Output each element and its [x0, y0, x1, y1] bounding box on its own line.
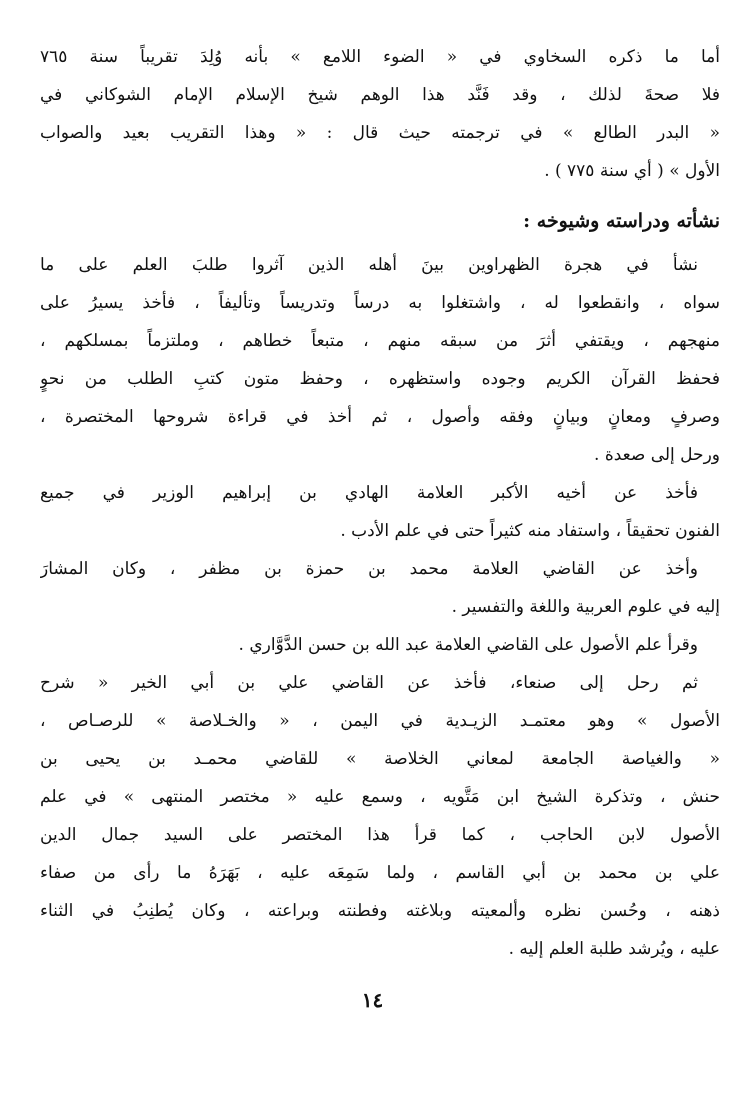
document-body	[40, 38, 720, 968]
text-line: منهجهم ، ويقتفي أثرَ من سبقه منهم ، متبعاً خطاهم ، وملتزماً بمسلكهم ،	[40, 331, 720, 351]
text-line: وصرفٍ ومعانٍ وبيانٍ وفقه وأصول ، ثم أخذ في قراءة شروحها المختصرة ،	[40, 407, 720, 427]
text-line: فحفظ القرآن الكريم وجوده واستظهره ، وحفظ متون كتبِ الطلب من نحوٍ	[40, 369, 720, 389]
text-line: فلا صحةَ لذلك ، وقد فَنَّد هذا الوهم شيخ الإسلام الإمام الشوكاني في	[40, 85, 720, 105]
text-line: ثم رحل إلى صنعاء، فأخذ عن القاضي علي بن أبي الخير « شرح	[40, 673, 698, 693]
text-line: حنش ، وتذكرة الشيخ ابن مَتَّويه ، وسمع عليه « مختصر المنتهى » في علم	[40, 787, 720, 807]
text-line: أما ما ذكره السخاوي في « الضوء اللامع » بأنه وُلِدَ تقريباً سنة ٧٦٥	[40, 47, 720, 67]
paragraph-teacher-muhammad	[40, 550, 720, 626]
text-line: نشأ في هجرة الظهراوين بينَ أهله الذين آثروا طلبَ العلم على ما	[40, 255, 698, 275]
text-line: الأصول » وهو معتمـد الزيـدية في اليمن ، « والخـلاصة » للرصـاص ،	[40, 711, 720, 731]
text-line: « والغياصة الجامعة لمعاني الخلاصة » للقاضي محمـد بن يحيى بن	[40, 749, 720, 769]
text-line: ورحل إلى صعدة .	[594, 445, 720, 465]
section-heading: نشأته ودراسته وشيوخه :	[523, 210, 720, 232]
text-line: وأخذ عن القاضي العلامة محمد بن حمزة بن مظفر ، وكان المشارَ	[40, 559, 698, 579]
paragraph-teacher-dawwari	[40, 626, 720, 664]
text-line: الفنون تحقيقاً ، واستفاد منه كثيراً حتى في علم الأدب .	[340, 521, 720, 541]
text-line: ذهنه ، وحُسن نظره وألمعيته وبلاغته وفطنته وبراعته ، وكان يُطنِبُ في الثناء	[40, 901, 720, 921]
paragraph-upbringing	[40, 246, 720, 474]
paragraph-birth-date	[40, 38, 720, 190]
text-line: علي بن محمد بن أبي القاسم ، ولما سَمِعَه عليه ، بَهَرَهُ ما رأى من صفاء	[40, 863, 720, 883]
text-line: سواه ، وانقطعوا له ، واشتغلوا به درساً وتدريساً وتأليفاً ، فأخذ يسيرُ على	[40, 293, 720, 313]
text-line: الأصول لابن الحاجب ، كما قرأ هذا المختصر على السيد جمال الدين	[40, 825, 720, 845]
text-line: عليه ، ويُرشد طلبة العلم إليه .	[508, 939, 720, 959]
text-line: إليه في علوم العربية واللغة والتفسير .	[451, 597, 720, 617]
paragraph-teacher-hadi	[40, 474, 720, 550]
text-line: وقرأ علم الأصول على القاضي العلامة عبد الله بن حسن الدَّوَّاري .	[238, 635, 698, 655]
text-line: الأول » ( أي سنة ٧٧٥ ) .	[544, 161, 720, 181]
page-number: ١٤	[361, 988, 384, 1012]
text-line: « البدر الطالع » في ترجمته حيث قال : « وهذا التقريب بعيد والصواب	[40, 123, 720, 143]
paragraph-sanaa	[40, 664, 720, 968]
text-line: فأخذ عن أخيه الأكبر العلامة الهادي بن إبراهيم الوزير في جميع	[40, 483, 698, 503]
